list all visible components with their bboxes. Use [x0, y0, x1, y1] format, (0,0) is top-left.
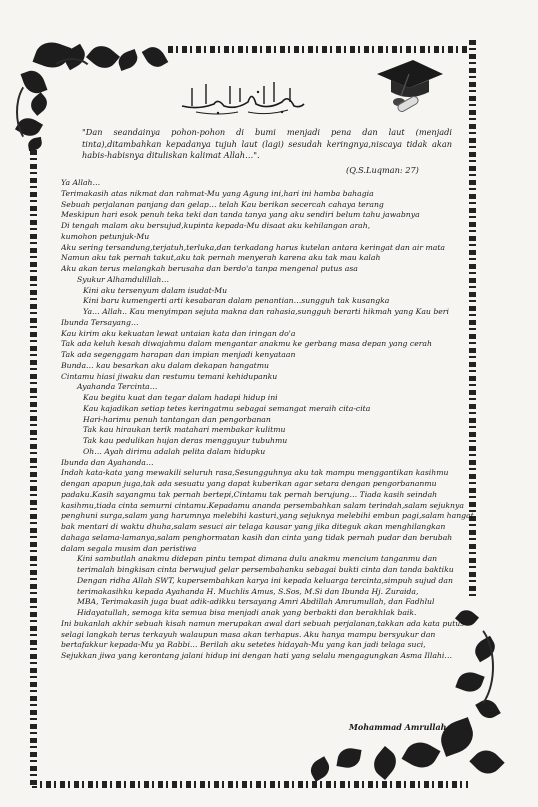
- text-line: selagi langkah terus terkayuh walaupun masa akan terhapus. Aku hanya mampu bersyukur dan: [61, 629, 436, 639]
- text-line: Hidayatullah, semoga kita semua bisa menjadi anak yang berbakti dan berakhlak baik.: [77, 608, 417, 617]
- text-line: Kini aku tersenyum dalam isudat-Mu: [83, 285, 228, 295]
- graduation-cap-icon: [375, 52, 445, 114]
- text-line: dalam segala musim dan peristiwa: [61, 543, 197, 553]
- chain-border-left: [30, 150, 37, 786]
- text-line: Kini sambutlah anakmu didepan pintu tempat dimana dulu anakmu mencium tanganmu dan: [77, 554, 438, 564]
- bismillah-calligraphy: [178, 80, 306, 116]
- text-line: Meskipun hari esok penuh teka teki dan tanda tanya yang aku sendiri belum tahu jawabnya: [61, 210, 420, 220]
- text-line: bak mentari di waktu dhuha,salam sesuci air telaga kausar yang jika diteguk akan menghilangkan: [61, 522, 446, 531]
- text-line: Terimakasih atas nikmat dan rahmat-Mu yang Agung ini,hari ini hamba bahagia: [61, 188, 374, 198]
- text-line: terimakasihku kepada Ayahanda H. Muchlis Amus, S.Sos, M.Si dan Ibunda Hj. Zuraida,: [77, 586, 419, 596]
- text-line: Hari-harimu penuh tantangan dan pengorbanan: [83, 414, 271, 424]
- text-line: Tak ada segenggam harapan dan impian menjadi kenyataan: [61, 350, 296, 359]
- quran-quote: "Dan seandainya pohon-pohon di bumi menjadi pena dan laut (menjadi tinta),ditambahkan kepadanya tujuh laut (lagi) sesudah keringnya,niscaya tidak akan habis-habisnya dituliskan kalimat Allah…".: [82, 127, 452, 161]
- text-line: padaku.Kasih sayangmu tak pernah bertepi,Cintamu tak pernah berujung… Tiada kasih seindah: [61, 489, 438, 499]
- text-line: Sejukkan jiwa yang kerontang jalani hidup ini dengan hati yang selalu mengagungkan Asma Illahi…: [61, 651, 453, 660]
- text-line: Indah kata-kata yang mewakili seluruh rasa,Sesungguhnya aku tak mampu menggantikan kasihmu: [61, 468, 449, 478]
- text-line: penghuni surga,salam yang harumnya melebihi kasturi,yang sejuknya melebihi embun pagi,salam hangat: [61, 511, 474, 521]
- text-line: Ibunda Tersayang…: [61, 317, 139, 327]
- text-line: Ini bukanlah akhir sebuah kisah namun merupakan awal dari sebuah perjalanan,takkan ada kata putus: [61, 618, 465, 628]
- text-line: MBA, Terimakasih juga buat adik-adikku tersayang Amri Abdillah Amrumullah, dan Fadhlul: [77, 597, 435, 607]
- text-line: Namun aku tak pernah takut,aku tak pernah menyerah karena aku tak mau kalah: [61, 253, 381, 263]
- text-line: Ya… Allah.. Kau menyimpan sejuta makna dan rahasia,sungguh berarti hikmah yang Kau beri: [83, 307, 449, 316]
- text-line: terimalah bingkisan cinta berwujud gelar persembahanku sebagai bukti cinta dan tanda baktiku: [77, 565, 454, 574]
- signature: Mohammad Amrullah: [349, 722, 447, 732]
- text-line: Kau kajadikan setiap tetes keringatmu sebagai semangat meraih cita-cita: [83, 403, 371, 413]
- text-line: dengan apapun juga,tak ada sesuatu yang dapat kuberikan agar setara dengan pengorbananmu: [61, 479, 437, 488]
- text-line: Tak kau hiraukan terik matahari membakar kulitmu: [83, 425, 286, 435]
- text-line: Tak kau pedulikan hujan deras mengguyur tubuhmu: [83, 436, 288, 445]
- text-line: Bunda… kau besarkan aku dalam dekapan hangatmu: [61, 360, 269, 370]
- text-line: Tak ada keluh kesah diwajahmu dalam mengantar anakmu ke gerbang masa depan yang cerah: [61, 339, 432, 349]
- text-line: Syukur Alhamdulillah…: [77, 274, 170, 284]
- text-line: Aku akan terus melangkah berusaha dan berdo'a tanpa mengenal putus asa: [61, 264, 358, 273]
- text-line: dahaga selama-lamanya,salam penghormatan kasih dan cinta yang tidak pernah pudar dan berubah: [61, 532, 453, 542]
- text-line: Ayahanda Tercinta…: [77, 382, 158, 392]
- text-line: Sebuah perjalanan panjang dan gelap… telah Kau berikan secercah cahaya terang: [61, 199, 384, 209]
- text-line: Kau begitu kuat dan tegar dalam hadapi hidup ini: [83, 393, 278, 402]
- text-line: Dengan ridha Allah SWT, kupersembahkan karya ini kepada keluarga tercinta,simpuh sujud dan: [77, 575, 453, 585]
- text-line: Kau kirim aku kekuatan lewat untaian kata dan iringan do'a: [61, 328, 296, 338]
- dedication-body: [61, 178, 478, 662]
- text-line: Ya Allah…: [61, 178, 101, 187]
- text-line: Kini baru kumengerti arti kesabaran dalam penantian…sungguh tak kusangka: [83, 296, 390, 306]
- text-line: bertafakkur kepada-Mu ya Rabbi… Berilah aku setetes hidayah-Mu yang kan jadi telaga suci,: [61, 640, 426, 650]
- chain-border-bottom: [32, 781, 468, 788]
- text-line: kumohon petunjuk-Mu: [61, 231, 150, 241]
- text-line: Aku sering tersandung,terjatuh,terluka,dan terkadang harus kutelan antara keringat dan air mata: [61, 242, 446, 252]
- text-line: Ibunda dan Ayahanda…: [61, 457, 154, 467]
- text-line: Oh… Ayah dirimu adalah pelita dalam hidupku: [83, 446, 266, 456]
- text-line: Cintamu hiasi jiwaku dan restumu temani kehidupanku: [61, 371, 278, 381]
- quote-reference: (Q.S.Luqman: 27): [346, 165, 419, 175]
- text-line: kasihmu,tiada cinta semurni cintamu.Kepadamu ananda persembahkan salam terindah,salam sejuknya: [61, 500, 464, 510]
- text-line: Di tengah malam aku bersujud,kupinta kepada-Mu disaat aku kehilangan arah,: [61, 221, 371, 230]
